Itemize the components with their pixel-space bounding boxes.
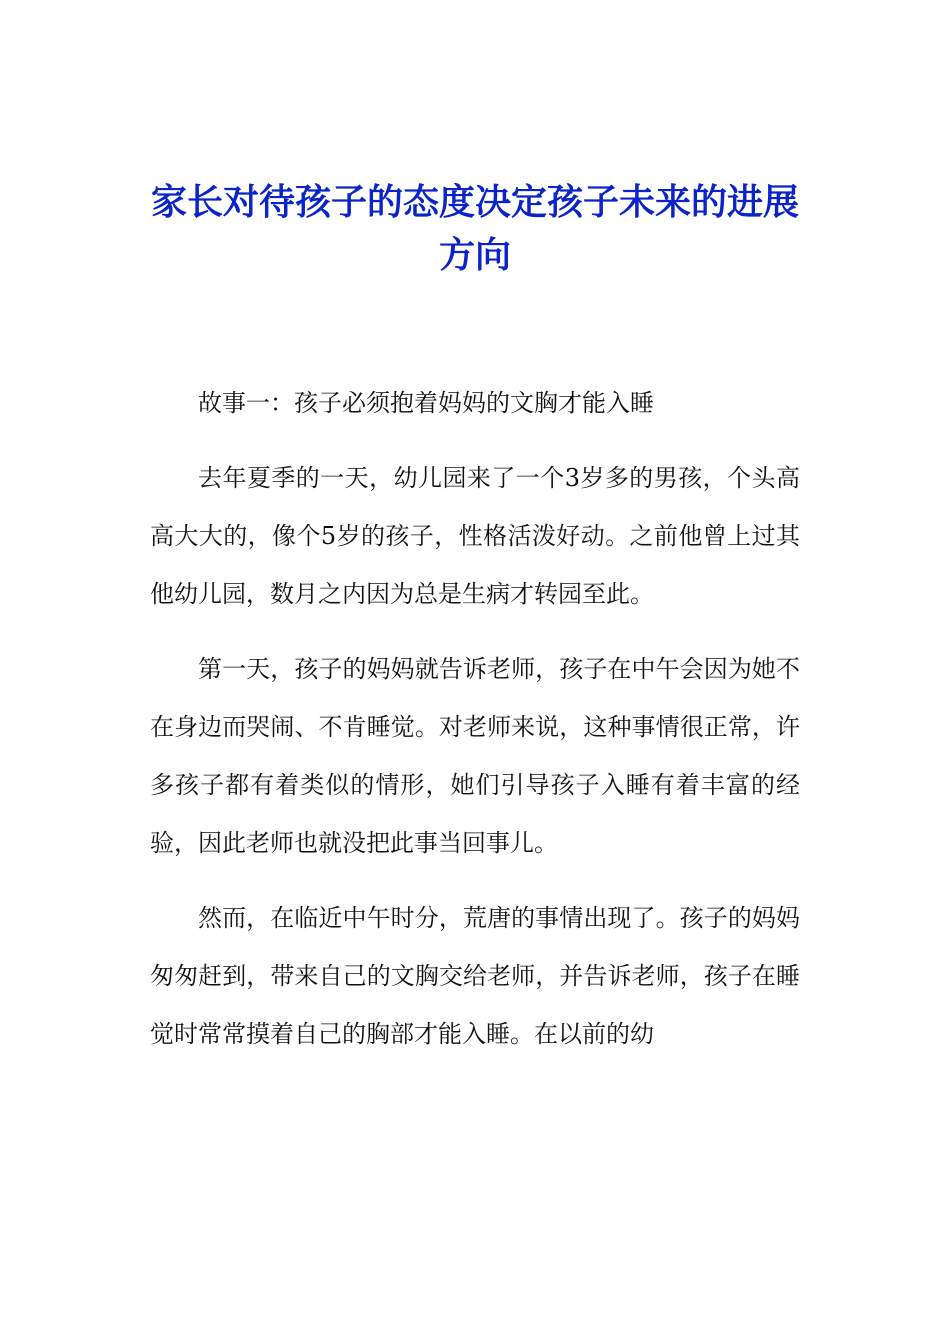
paragraph: 去年夏季的一天，幼儿园来了一个3岁多的男孩，个头高高大大的，像个5岁的孩子，性格活泼好动。之前他曾上过其他幼儿园，数月之内因为总是生病才转园至此。 — [150, 464, 800, 608]
document-body — [150, 374, 800, 1080]
paragraph: 第一天，孩子的妈妈就告诉老师，孩子在中午会因为她不在身边而哭闹、不肯睡觉。对老师来说，这种事情很正常，许多孩子都有着类似的情形，她们引导孩子入睡有着丰富的经验，因此老师也就没把此事当回事儿。 — [150, 655, 800, 857]
paragraph: 然而，在临近中午时分，荒唐的事情出现了。孩子的妈妈匆匆赶到，带来自己的文胸交给老师，并告诉老师，孩子在睡觉时常常摸着自己的胸部才能入睡。在以前的幼 — [150, 904, 800, 1048]
paragraph-story-heading: 故事一：孩子必须抱着妈妈的文胸才能入睡 — [198, 389, 654, 417]
document-title: 家长对待孩子的态度决定孩子未来的进展方向 — [150, 181, 799, 276]
